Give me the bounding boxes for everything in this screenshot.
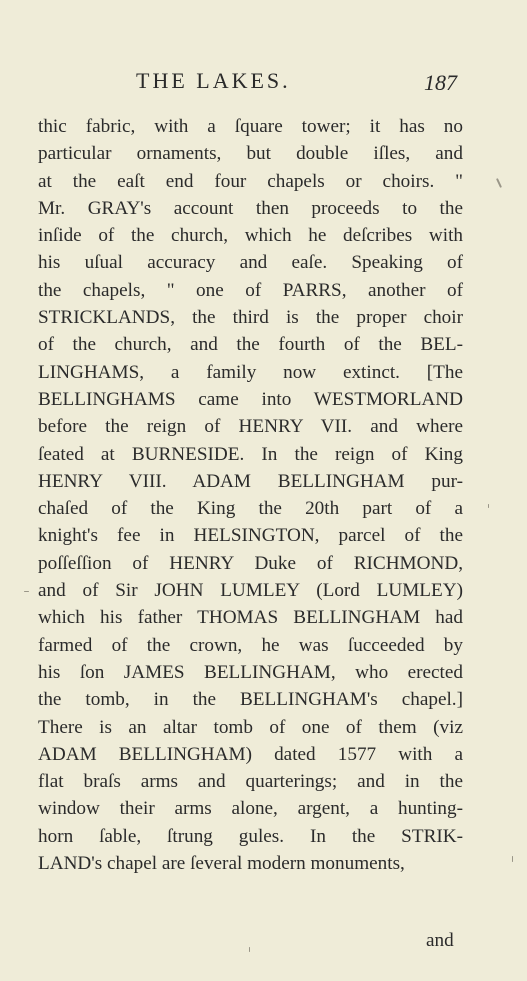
- text-line: and of Sir JOHN LUMLEY (Lord LUMLEY): [38, 580, 463, 602]
- text-line: his ſon JAMES BELLINGHAM, who erected: [38, 661, 463, 683]
- text-line: STRICKLANDS, the third is the proper choir: [38, 307, 463, 329]
- text-line: the tomb, in the BELLINGHAM's chapel.]: [38, 689, 463, 711]
- text-line: knight's fee in HELSINGTON, parcel of the: [38, 525, 463, 547]
- text-line: poſſeſſion of HENRY Duke of RICHMOND,: [38, 552, 463, 574]
- text-line: ſeated at BURNESIDE. In the reign of King: [38, 443, 463, 465]
- body-text: [38, 113, 463, 877]
- text-line: window their arms alone, argent, a hunting-: [38, 798, 463, 820]
- text-line: ADAM BELLINGHAM) dated 1577 with a: [38, 743, 463, 765]
- text-line: before the reign of HENRY VII. and where: [38, 416, 463, 438]
- paper-speck: [249, 947, 250, 952]
- text-line: thic fabric, with a ſquare tower; it has no: [38, 116, 463, 137]
- text-line: at the eaſt end four chapels or choirs. ": [38, 170, 463, 192]
- text-line: horn ſable, ſtrung gules. In the STRIK-: [38, 825, 463, 847]
- text-line: of the church, and the fourth of the BEL-: [38, 334, 463, 356]
- text-line: Mr. GRAY's account then proceeds to the: [38, 197, 463, 219]
- paper-speck: [488, 504, 489, 508]
- page-header: [0, 68, 527, 98]
- page-number: 187: [424, 70, 457, 95]
- paper-speck: [496, 178, 502, 188]
- text-line: LAND's chapel are ſeveral modern monuments,: [38, 853, 405, 875]
- text-line: inſide of the church, which he deſcribes with: [38, 225, 463, 247]
- running-title: THE LAKES.: [136, 68, 291, 93]
- text-line: farmed of the crown, he was ſucceeded by: [38, 634, 463, 656]
- catchword: and: [426, 930, 454, 951]
- paper-speck: [24, 591, 29, 592]
- text-line: There is an altar tomb of one of them (viz: [38, 716, 463, 738]
- text-line: his uſual accuracy and eaſe. Speaking of: [38, 252, 463, 274]
- text-line: chaſed of the King the 20th part of a: [38, 498, 463, 520]
- text-line: particular ornaments, but double iſles, and: [38, 143, 463, 165]
- text-line: HENRY VIII. ADAM BELLINGHAM pur-: [38, 470, 463, 492]
- text-line: BELLINGHAMS came into WESTMORLAND: [38, 388, 463, 410]
- text-line: which his father THOMAS BELLINGHAM had: [38, 607, 463, 629]
- text-line: flat braſs arms and quarterings; and in the: [38, 771, 463, 793]
- text-line: the chapels, " one of PARRS, another of: [38, 279, 463, 301]
- paper-speck: [512, 856, 513, 862]
- text-line: LINGHAMS, a family now extinct. [The: [38, 361, 463, 383]
